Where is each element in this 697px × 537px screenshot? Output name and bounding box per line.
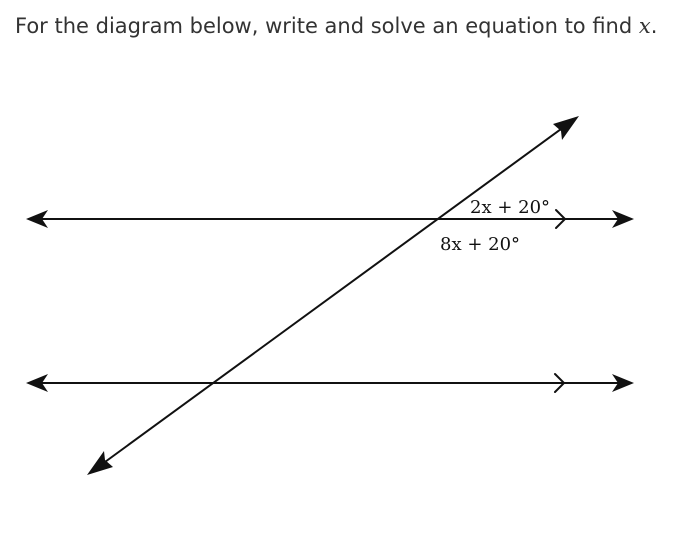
question-text: For the diagram below, write and solve an equation to find (15, 14, 639, 38)
transversal-top-arrowhead (553, 116, 579, 140)
transversal-line (94, 121, 572, 470)
angle-lower-label: 8x + 20° (440, 234, 521, 255)
transversal-bottom-arrowhead (87, 451, 113, 475)
question-end: . (650, 14, 658, 38)
angle-upper-label: 2x + 20° (470, 197, 551, 218)
question-variable: x (638, 14, 651, 38)
